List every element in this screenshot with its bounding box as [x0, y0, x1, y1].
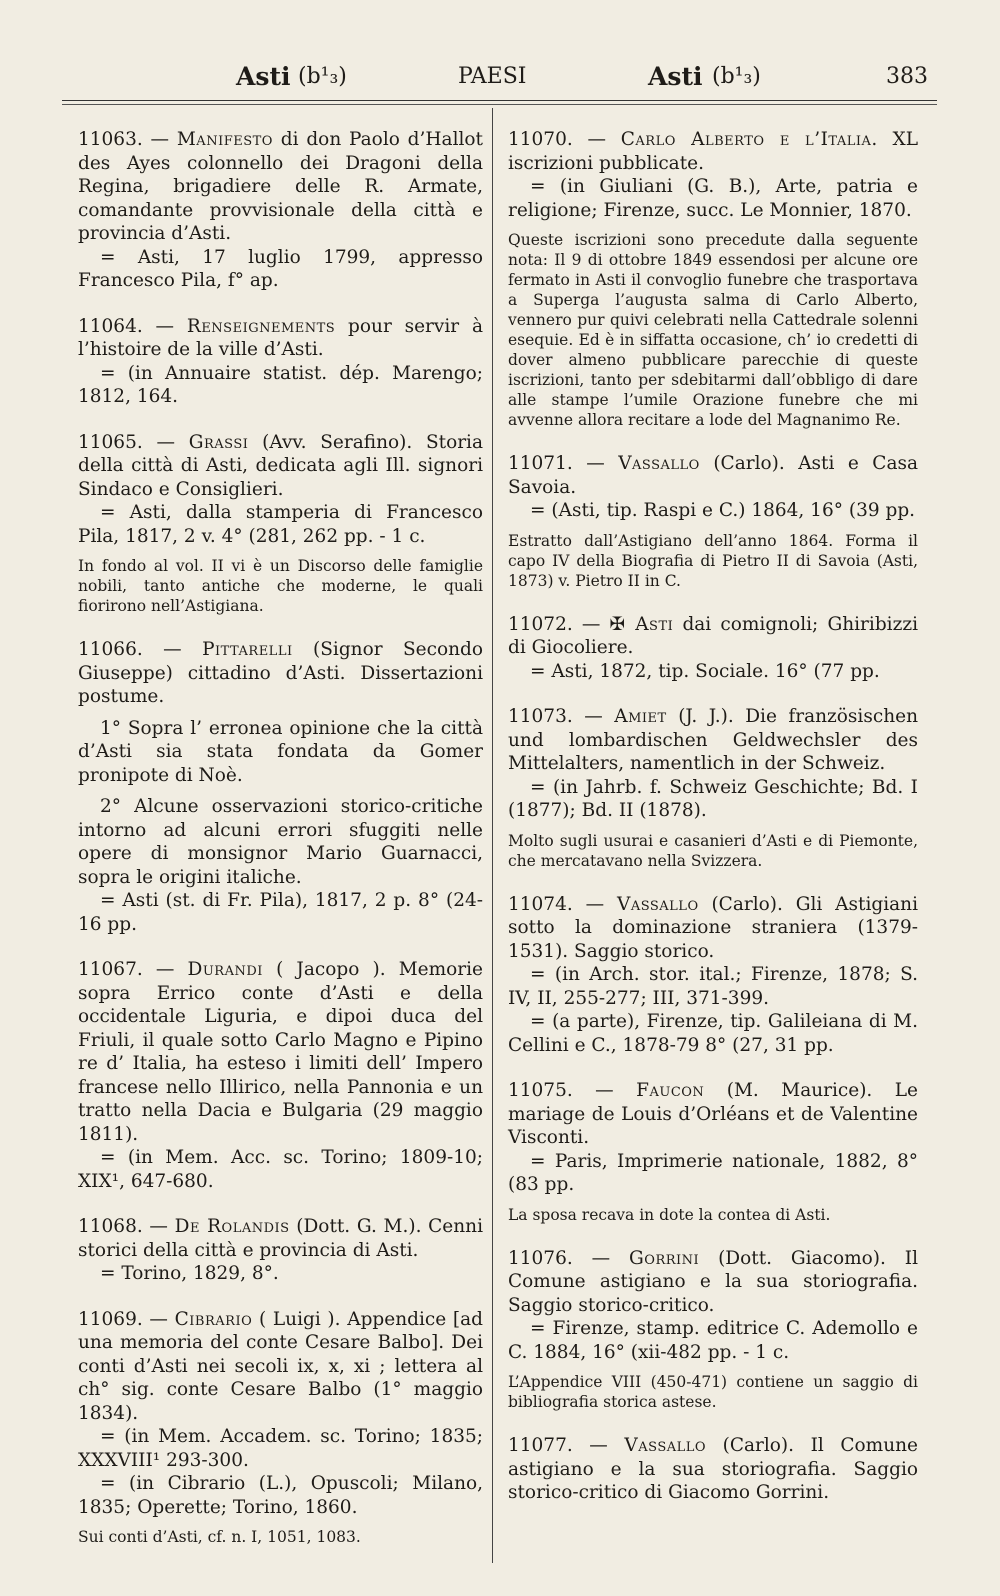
entry-text: (Signor Secondo Giuseppe) cittadino d’Asti. Dissertazioni postume. [78, 639, 483, 707]
entry-text: di don Paolo d’Hallot des Ayes colonnello dei Dragoni della Regina, brigadiere delle R. Armate, comandante provvisionale della città e provincia d’Asti. [78, 129, 483, 244]
entry-number: 11064. — [78, 315, 175, 337]
entry-11072 [508, 613, 918, 684]
entry-imprint: = Firenze, stamp. editrice C. Ademollo e C. 1884, 16° (xii-482 pp. - 1 c. [508, 1318, 918, 1363]
entry-title: De Rolandis [174, 1216, 290, 1237]
entry-11068 [78, 1215, 483, 1286]
entry-note: Sui conti d’Asti, cf. n. I, 1051, 1083. [78, 1528, 361, 1546]
header-rule-secondary [62, 104, 937, 105]
entry-text: (Dott. Giacomo). Il Comune astigiano e la sua storiografia. Saggio storico-critico. [508, 1247, 918, 1316]
entry-title: Pittarelli [202, 639, 293, 660]
entry-note: Molto sugli usurai e casanieri d’Asti e di Piemonte, che mercatavano nella Svizzera. [508, 831, 918, 870]
entry-title: ✠ Asti [609, 613, 674, 635]
entry-11076 [508, 1247, 918, 1413]
entry-number: 11075. — [508, 1080, 614, 1101]
entry-11065 [78, 431, 483, 617]
entry-paragraph: 1° Sopra l’ erronea opinione che la città d’Asti sia stata fondata da Gomer pronipote di Noè. [78, 717, 483, 786]
entry-text: (Carlo). Asti e Casa Savoia. [508, 453, 918, 498]
entry-title: Grassi [188, 431, 249, 453]
entry-title: Gorrini [629, 1247, 700, 1269]
entry-11066 [78, 638, 483, 936]
entry-title: Durandi [187, 959, 263, 980]
entry-note: La sposa recava in dote la contea di Asti. [508, 1205, 831, 1224]
entry-text: XL iscrizioni pubblicate. [508, 129, 919, 174]
header-rule [62, 100, 937, 101]
header-right-title: Asti [648, 62, 703, 91]
entry-number: 11077. — [508, 1435, 608, 1456]
entry-title: Faucon [636, 1080, 705, 1101]
entry-number: 11072. — [508, 613, 601, 635]
header-left-subtitle: (b¹₃) [298, 64, 347, 89]
entry-title: Vassallo [624, 1435, 707, 1456]
entry-text: (Carlo). Il Comune astigiano e la sua storiografia. Saggio storico-critico di Giacomo Gorrini. [508, 1435, 918, 1503]
entry-imprint: = (in Mem. Acc. sc. Torino; 1809-10; XIX¹, 647-680. [78, 1147, 483, 1192]
entry-text: (Carlo). Gli Astigiani sotto la dominazione straniera (1379-1531). Saggio storico. [508, 893, 918, 962]
entry-11064 [78, 315, 483, 409]
entry-imprint: = (in Arch. stor. ital.; Firenze, 1878; S. IV, II, 255-277; III, 371-399. [508, 964, 918, 1009]
entry-imprint: = Asti, dalla stamperia di Francesco Pila, 1817, 2 v. 4° (281, 262 pp. - 1 c. [78, 502, 483, 547]
entry-11077 [508, 1434, 918, 1505]
entry-number: 11065. — [78, 431, 175, 453]
entry-11073 [508, 705, 918, 871]
header-center-section: PAESI [458, 64, 527, 89]
entry-number: 11073. — [508, 706, 603, 727]
entry-note: Estratto dall’Astigiano dell’anno 1864. Forma il capo IV della Biografia di Pietro II di Savoia (Asti, 1873) v. Pietro II in C. [508, 531, 918, 590]
entry-number: 11067. — [78, 959, 175, 980]
entry-number: 11070. — [508, 129, 606, 150]
entry-title: Amiet [614, 706, 667, 727]
entry-text: ( Jacopo ). Memorie sopra Errico conte d’Asti e della occidentale Liguria, e dipoi duca del Friuli, il quale sotto Carlo Magno e Pipino re d’ Italia, ha esteso i limiti dell’ Impero francese nello Illirico, nella Pannonia e un tratto nella Dacia e Bulgaria (29 maggio 1811). [78, 959, 483, 1145]
left-column [78, 128, 483, 1569]
entry-number: 11076. — [508, 1247, 611, 1269]
entry-imprint: = (a parte), Firenze, tip. Galileiana di M. Cellini e C., 1878-79 8° (27, 31 pp. [508, 1011, 918, 1056]
entry-imprint: = Asti, 17 luglio 1799, appresso Francesco Pila, f° ap. [78, 246, 483, 291]
entry-11070 [508, 128, 918, 430]
entry-imprint: = Asti, 1872, tip. Sociale. 16° (77 pp. [530, 660, 880, 682]
right-column [508, 128, 918, 1527]
header-right-subtitle: (b¹₃) [712, 64, 761, 89]
entry-number: 11068. — [78, 1216, 168, 1237]
entry-title: Manifesto [176, 129, 273, 150]
entry-11075 [508, 1079, 918, 1225]
entry-text: (M. Maurice). Le mariage de Louis d’Orléans et de Valentine Visconti. [508, 1080, 918, 1148]
entry-title: Cibrario [174, 1308, 253, 1330]
entry-11067 [78, 958, 483, 1193]
entry-imprint: = Torino, 1829, 8°. [100, 1263, 279, 1284]
entry-imprint: = (in Giuliani (G. B.), Arte, patria e religione; Firenze, succ. Le Monnier, 1870. [508, 176, 918, 221]
entry-number: 11063. — [78, 129, 170, 150]
entry-imprint: = (in Jahrb. f. Schweiz Geschichte; Bd. I (1877); Bd. II (1878). [508, 776, 918, 821]
entry-title: Renseignements [186, 315, 336, 337]
entry-note: In fondo al vol. II vi è un Discorso delle famiglie nobili, tanto antiche che moderne, le quali fiorirono nell’Astigiana. [78, 557, 483, 615]
running-header [0, 62, 1000, 102]
entry-note: Queste iscrizioni sono precedute dalla seguente nota: Il 9 di ottobre 1849 essendosi per alcune ore fermato in Asti il convoglio funebre che trasportava a Superga l’augusta salma di Carlo Alberto, vennero pur quivi celebrati nella Cattedrale solenni esequie. Ed è in siffatta occasione, ch’ io credetti di dover almeno pubblicare parecchie di queste iscrizioni, tanto per sdebitarmi dall’obbligo di dare alle stampe l’umile Orazione funebre che mi avvenne allora recitare a lode del Magnanimo Re. [508, 231, 918, 429]
entry-text: dai comignoli; Ghiribizzi di Giocoliere. [508, 613, 918, 658]
entry-note: L’Appendice VIII (450-471) contiene un saggio di bibliografia storica astese. [508, 1373, 918, 1411]
entry-imprint: = Asti (st. di Fr. Pila), 1817, 2 p. 8° (24-16 pp. [78, 890, 483, 935]
entry-number: 11066. — [78, 639, 182, 660]
header-left-title: Asti [236, 62, 291, 91]
entry-text: ( Luigi ). Appendice [ad una memoria del conte Cesare Balbo]. Dei conti d’Asti nei secoli ix, x, xi ; lettera al ch° sig. conte Cesare Balbo (1° maggio 1834). [78, 1308, 483, 1424]
entry-paragraph: 2° Alcune osservazioni storico-critiche intorno ad alcuni errori sfuggiti nelle opere di monsignor Mario Guarnacci, sopra le origini italiche. [78, 796, 483, 888]
entry-imprint: = Paris, Imprimerie nationale, 1882, 8° (83 pp. [508, 1150, 918, 1195]
entry-number: 11069. — [78, 1308, 168, 1330]
entry-number: 11074. — [508, 893, 605, 915]
entry-text: (Dott. G. M.). Cenni storici della città e provincia di Asti. [78, 1216, 483, 1261]
entry-number: 11071. — [508, 453, 605, 474]
entry-title: Vassallo [616, 893, 699, 915]
entry-text: (J. J.). Die französischen und lombardischen Geldwechsler des Mittelalters, namentlich in der Schweiz. [508, 706, 918, 774]
entry-text: (Avv. Serafino). Storia della città di Asti, dedicata agli Ill. signori Sindaco e Consiglieri. [78, 431, 484, 500]
entry-imprint: = (in Cibrario (L.), Opuscoli; Milano, 1835; Operette; Torino, 1860. [78, 1473, 483, 1518]
entry-imprint: = (Asti, tip. Raspi e C.) 1864, 16° (39 pp. [530, 500, 916, 521]
entry-11071 [508, 452, 918, 591]
entry-imprint: = (in Mem. Accadem. sc. Torino; 1835; XXXVIII¹ 293-300. [78, 1426, 483, 1471]
column-divider [492, 108, 493, 1563]
entry-11074 [508, 893, 918, 1058]
entry-title: Carlo Alberto e l’Italia. [620, 129, 878, 150]
page-number: 383 [886, 64, 928, 89]
entry-title: Vassallo [618, 453, 700, 474]
entry-text: pour servir à l’histoire de la ville d’Asti. [78, 315, 483, 360]
entry-imprint: = (in Annuaire statist. dép. Marengo; 1812, 164. [78, 362, 483, 407]
entry-11069 [78, 1308, 483, 1548]
entry-11063 [78, 128, 483, 293]
